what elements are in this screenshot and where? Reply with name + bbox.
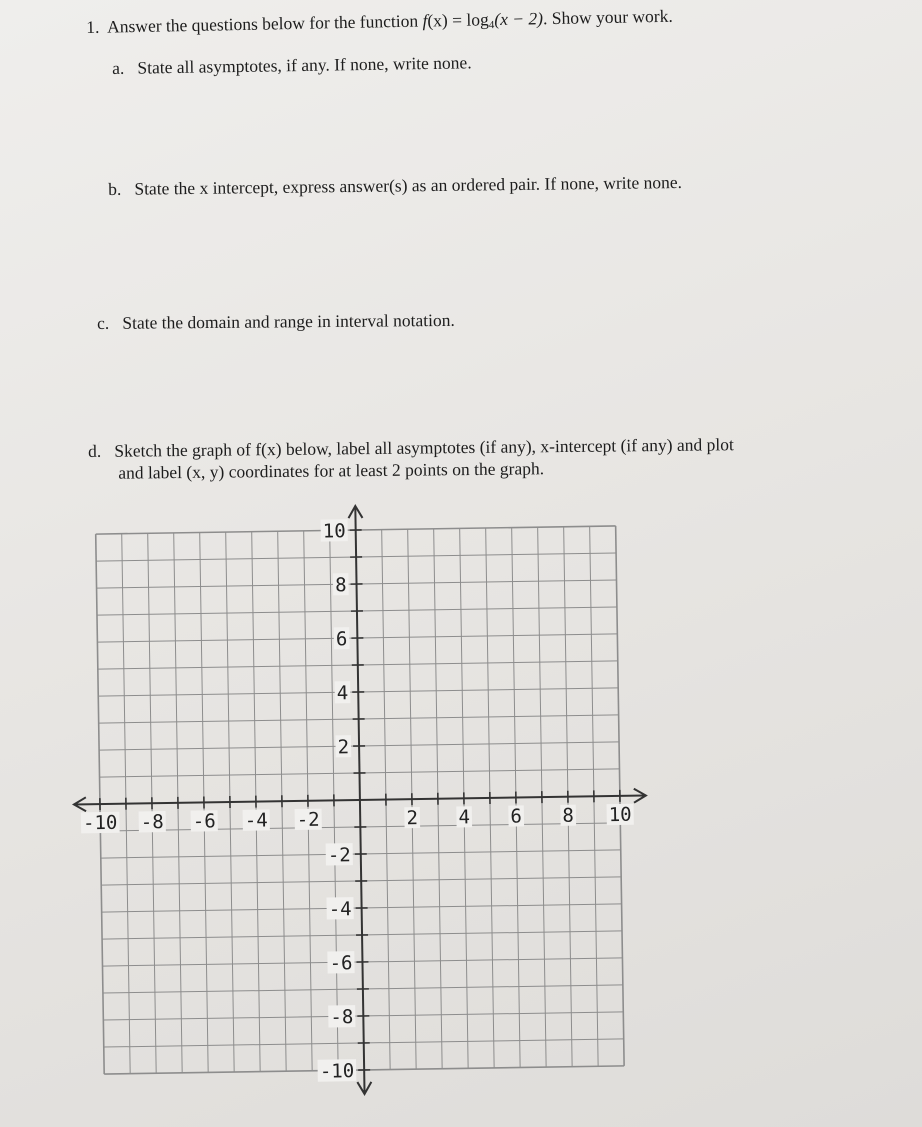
y-tick-label: 4 bbox=[336, 682, 349, 705]
x-tick-label: -2 bbox=[296, 808, 320, 831]
function-name: f bbox=[422, 10, 428, 31]
log-argument: (x − 2) bbox=[494, 8, 544, 30]
log-base: 4 bbox=[488, 19, 495, 32]
log-word: log bbox=[466, 9, 489, 30]
part-d-line-1: Sketch the graph of f(x) below, label all asymptotes (if any), x-intercept (if any) and plot bbox=[114, 434, 734, 461]
part-c-text: State the domain and range in interval notation. bbox=[122, 309, 455, 333]
question-1-instruction: . Show your work. bbox=[542, 5, 673, 29]
x-tick-label: -10 bbox=[82, 811, 118, 835]
part-b-label: b. bbox=[108, 178, 122, 199]
part-a-text: State all asymptotes, if any. If none, write none. bbox=[137, 52, 472, 78]
x-tick-label: -8 bbox=[140, 811, 164, 834]
part-d-label: d. bbox=[88, 440, 102, 461]
y-tick-label: -6 bbox=[329, 952, 353, 975]
x-tick-label: 10 bbox=[608, 803, 632, 827]
function-expression bbox=[422, 8, 543, 30]
part-d-line-2: and label (x, y) coordinates for at least 2 points on the graph. bbox=[118, 458, 545, 483]
question-1 bbox=[86, 5, 673, 44]
question-1-number: 1. bbox=[86, 16, 100, 37]
y-tick-label: 6 bbox=[335, 628, 348, 651]
part-b bbox=[108, 171, 682, 200]
question-1-text: Answer the questions below for the function bbox=[106, 10, 423, 37]
part-c bbox=[97, 309, 455, 334]
part-c-label: c. bbox=[97, 312, 110, 333]
x-tick-label: 6 bbox=[510, 805, 523, 828]
y-tick-label: -4 bbox=[328, 898, 352, 921]
x-tick-label: 8 bbox=[562, 804, 575, 827]
x-tick-label: -6 bbox=[192, 810, 216, 833]
part-a-label: a. bbox=[112, 57, 125, 78]
part-b-text: State the x intercept, express answer(s) as an ordered pair. If none, write none. bbox=[134, 171, 683, 199]
x-tick-label: 4 bbox=[458, 806, 471, 829]
y-tick-label: 2 bbox=[337, 736, 350, 759]
y-tick-label: -10 bbox=[319, 1060, 355, 1083]
x-tick-label: -4 bbox=[244, 809, 268, 832]
y-tick-label: -2 bbox=[327, 844, 351, 867]
coordinate-grid-svg[interactable] bbox=[55, 495, 665, 1114]
y-tick-label: 10 bbox=[322, 520, 346, 543]
function-args: (x) = bbox=[427, 9, 467, 31]
coordinate-graph[interactable] bbox=[55, 495, 665, 1114]
axes bbox=[69, 502, 650, 1099]
part-a bbox=[112, 51, 472, 79]
x-tick-label: 2 bbox=[406, 807, 419, 830]
y-tick-label: -8 bbox=[330, 1006, 354, 1029]
part-d bbox=[88, 432, 888, 484]
y-tick-label: 8 bbox=[334, 574, 347, 597]
